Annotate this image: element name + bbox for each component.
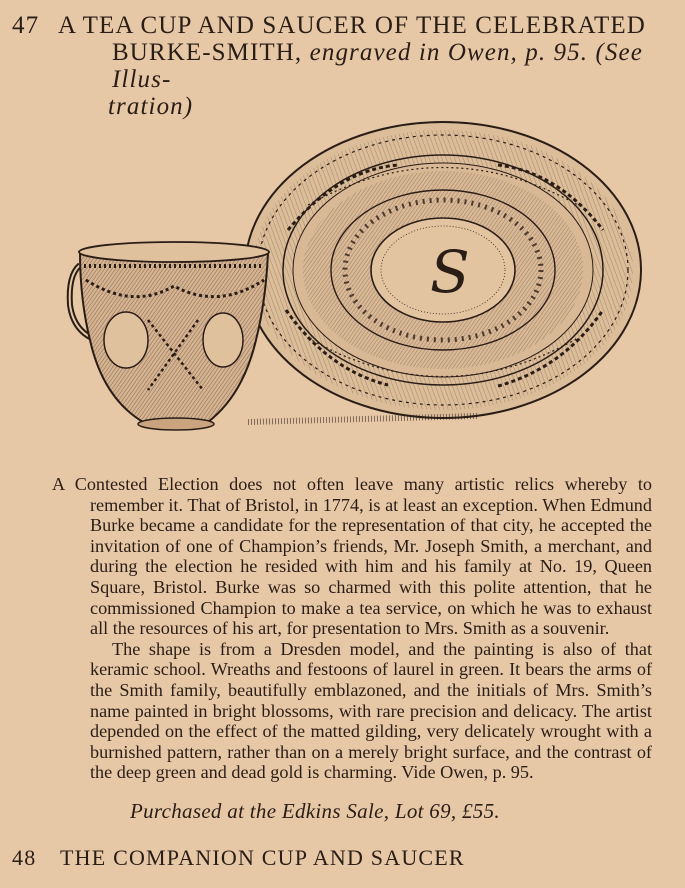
heading-line-1: [12, 12, 677, 39]
entry-47-description: [52, 474, 652, 783]
entry-48-heading: [12, 845, 465, 871]
teacup-engraving-icon: [70, 242, 269, 430]
provenance-note: Purchased at the Edkins Sale, Lot 69, £55.: [130, 799, 500, 823]
entry-title-tail: (See Illus-: [112, 39, 643, 93]
monogram-letter: S: [430, 238, 470, 306]
description-paragraph-1: A Contested Election does not often leave many artistic relics whereby to remember it. That of Bristol, in 1774, is at least an exception. When Edmund Burke became a candidate for the representation of that city, he accepted the invitation of one of Champion’s friends, Mr. Joseph Smith, a merchant, and during the election he resided with him and his family at No. 19, Queen Square, Bristol. Burke was so charmed with this polite attention, that he commissioned Champion to make a tea service, on which he was to exhaust all the resources of his art, for presentation to Mrs. Smith as a souvenir.: [52, 474, 652, 639]
entry-title-italic: engraved in Owen, p. 95.: [309, 39, 589, 66]
entry-48-number: 48: [12, 845, 37, 870]
description-paragraph-2: The shape is from a Dresden model, and the painting is also of that keramic school. Wreaths and festoons of laurel in green. It bears the arms of the Smith family, beautifully emblazoned, and the initials of Mrs. Smith’s name painted in bright blossoms, with rare precision and delicacy. The artist depended on the effect of the matted gilding, very delicately wrought with a burnished pattern, rather than on a merely bright surface, and the contrast of the deep green and dead gold is charming. Vide Owen, p. 95.: [90, 638, 652, 783]
entry-title-line-1: A TEA CUP AND SAUCER OF THE CELEBRATED: [58, 12, 646, 39]
entry-title-caps: BURKE-SMITH,: [112, 39, 303, 66]
entry-48-title: THE COMPANION CUP AND SAUCER: [60, 845, 465, 870]
cup-and-saucer-illustration: [58, 110, 653, 455]
entry-title-line-3: tration): [108, 93, 194, 120]
saucer-engraving-icon: [245, 122, 641, 418]
entry-number: 47: [12, 12, 40, 39]
entry-47-heading: [12, 12, 677, 120]
heading-line-2: [12, 39, 677, 93]
